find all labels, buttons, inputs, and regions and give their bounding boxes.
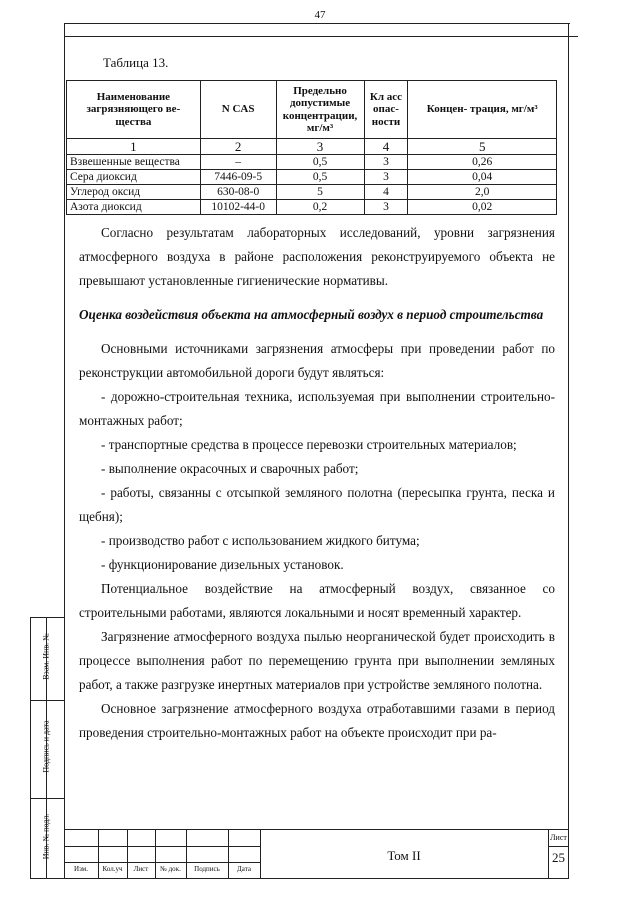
table-number-row (67, 139, 557, 155)
cell-class: 3 (364, 155, 408, 170)
col-number: 5 (408, 139, 557, 155)
cell-substance: Взвешенные вещества (67, 155, 201, 170)
stamp-label-change: Изм. (74, 865, 88, 873)
list-item: - работы, связанны с отсыпкой земляного полотна (пересыпка грунта, песка и щебня); (79, 485, 555, 524)
cell-mpc: 0,2 (276, 200, 364, 215)
paragraph-lab-results: Согласно результатам лабораторных исследований, уровни загрязнения атмосферного воздуха в районе расположения реконструируемого объекта не превышают установленные гигиенические нормативы. (79, 225, 555, 288)
header-cas: N CAS (200, 81, 276, 139)
paragraph-local-impact: Потенциальное воздействие на атмосферный воздух, связанное со строительными работами, являются локальными и носят временный характер. (79, 581, 555, 620)
header-concentration: Концен- трация, мг/м³ (408, 81, 557, 139)
frame-right (568, 23, 569, 879)
page-number: 47 (314, 9, 326, 21)
stamp-label-doc: № док. (160, 865, 181, 873)
cell-mpc: 0,5 (276, 155, 364, 170)
cell-mpc: 5 (276, 185, 364, 200)
stamp-label-count: Кол.уч (102, 865, 123, 873)
list-item: - производство работ с использованием жидкого битума; (101, 533, 420, 548)
cell-class: 3 (364, 170, 408, 185)
body-text (79, 221, 555, 745)
table-row (67, 200, 557, 215)
cell-cas: 630-08-0 (200, 185, 276, 200)
table-row (67, 170, 557, 185)
table-row (67, 185, 557, 200)
table-caption: Таблица 13. (103, 55, 169, 70)
col-number: 3 (276, 139, 364, 155)
cell-cas: – (200, 155, 276, 170)
cell-substance: Сера диоксид (67, 170, 201, 185)
frame-left (64, 23, 65, 879)
cell-concentration: 0,04 (408, 170, 557, 185)
cell-cas: 7446-09-5 (200, 170, 276, 185)
stamp-sheet-div (548, 846, 569, 847)
list-item: - дорожно-строительная техника, используемая при выполнении строительно-монтажных работ; (79, 389, 555, 428)
side-label-sign-date: Подпись и дата (41, 720, 51, 773)
header-mpc: Предельно допустимые концентрации, мг/м³ (276, 81, 364, 139)
table-row (67, 155, 557, 170)
header-substance: Наименование загрязняющего ве- щества (67, 81, 201, 139)
stamp-label-sheet: Лист (133, 865, 149, 873)
col-number: 4 (364, 139, 408, 155)
cell-concentration: 2,0 (408, 185, 557, 200)
section-heading: Оценка воздействия объекта на атмосферный воздух в период строительства (79, 307, 544, 322)
col-number: 2 (200, 139, 276, 155)
stamp-label-date: Дата (237, 865, 251, 873)
volume-label: Том II (387, 848, 421, 863)
side-label-replace-inv: Взам. Инв. № (41, 633, 51, 680)
paragraph-dust: Загрязнение атмосферного воздуха пылью неорганической будет происходить в процессе выполнения работ по перемещению грунта при выполнении земляных работ, а также разгрузке инертных материалов при устройстве земляного полотна. (79, 629, 555, 692)
stamp-row1 (64, 846, 260, 847)
cell-class: 4 (364, 185, 408, 200)
cell-concentration: 0,26 (408, 155, 557, 170)
stamp-label-signature: Подпись (194, 865, 220, 873)
stamp-top (64, 829, 569, 830)
frame-top-inner (64, 36, 578, 37)
list-item: - выполнение окрасочных и сварочных работ; (101, 461, 359, 476)
cell-substance: Углерод оксид (67, 185, 201, 200)
side-label-inv-orig: Инв. № подл. (41, 813, 51, 860)
table-header-row (67, 81, 557, 139)
cell-mpc: 0,5 (276, 170, 364, 185)
sheet-label: Лист (550, 833, 567, 842)
cell-concentration: 0,02 (408, 200, 557, 215)
sheet-number: 25 (552, 850, 565, 865)
paragraph-exhaust: Основное загрязнение атмосферного воздуха отработавшими газами в период проведения строительно-монтажных работ на объекте происходит при ра- (79, 701, 555, 740)
stamp-row2 (64, 862, 260, 863)
list-item: - транспортные средства в процессе перевозки строительных материалов; (101, 437, 517, 452)
cell-cas: 10102-44-0 (200, 200, 276, 215)
header-hazard-class: Кл асс опас- ности (364, 81, 408, 139)
col-number: 1 (67, 139, 201, 155)
cell-class: 3 (364, 200, 408, 215)
side-strip-left (30, 617, 31, 878)
list-item: - функционирование дизельных установок. (101, 557, 344, 572)
frame-top (64, 23, 570, 24)
frame-bottom (30, 878, 569, 879)
pollutants-table (66, 80, 557, 215)
paragraph-sources-intro: Основными источниками загрязнения атмосферы при проведении работ по реконструкции автомобильной дороги будут являться: (79, 341, 555, 380)
cell-substance: Азота диоксид (67, 200, 201, 215)
